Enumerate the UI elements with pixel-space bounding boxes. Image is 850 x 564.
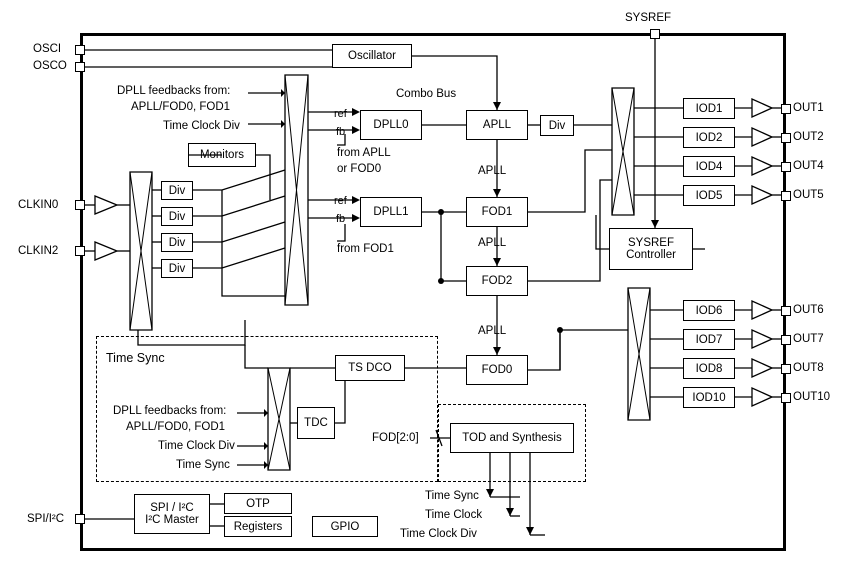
block-div-2: Div: [161, 207, 193, 226]
pin-label-sysref: SYSREF: [625, 12, 672, 24]
annot-dpll-feedbacks-bottom-1: DPLL feedbacks from:: [113, 405, 227, 417]
pin-label-out2: OUT2: [793, 131, 824, 143]
pin-label-out8: OUT8: [793, 362, 824, 374]
junction-dot-3: [557, 327, 563, 333]
block-iod2: IOD2: [683, 127, 735, 148]
block-div-4: Div: [161, 259, 193, 278]
annot-apll-arrow-1: APLL: [478, 165, 507, 177]
block-gpio: GPIO: [312, 516, 378, 537]
block-iod7: IOD7: [683, 329, 735, 350]
pin-label-out7: OUT7: [793, 333, 824, 345]
pin-label-clkin2: CLKIN2: [18, 245, 59, 257]
pin-out7: [781, 335, 791, 345]
annot-time-sync-input: Time Sync: [176, 459, 230, 471]
annot-time-clock-div-top: Time Clock Div: [163, 120, 240, 132]
spi-i2c-line1: SPI / I²C: [150, 502, 194, 514]
annot-ref-1: ref: [334, 195, 347, 207]
block-spi-i2c-master: [134, 494, 210, 534]
pin-spi-i2c: [75, 514, 85, 524]
pin-label-osci: OSCI: [33, 43, 62, 55]
annot-time-sync-out: Time Sync: [425, 490, 479, 502]
block-otp: OTP: [224, 493, 292, 514]
pin-clkin2: [75, 246, 85, 256]
sysref-controller-line2: Controller: [626, 249, 676, 261]
pin-sysref: [650, 29, 660, 39]
annot-time-clock-div-bottom: Time Clock Div: [158, 440, 235, 452]
annot-from-apll-2: or FOD0: [337, 163, 382, 175]
annot-fod-bus: FOD[2:0]: [372, 432, 419, 444]
block-sysref-controller: [609, 228, 693, 270]
annot-dpll-feedbacks-top-2: APLL/FOD0, FOD1: [131, 101, 231, 113]
annot-apll-arrow-2: APLL: [478, 237, 507, 249]
block-iod1: IOD1: [683, 98, 735, 119]
annot-time-clock-out: Time Clock: [425, 509, 483, 521]
block-dpll0: DPLL0: [360, 110, 422, 140]
pin-label-spi-i2c: SPI/I²C: [27, 513, 65, 525]
annot-dpll-feedbacks-bottom-2: APLL/FOD0, FOD1: [126, 421, 226, 433]
pin-label-osco: OSCO: [33, 60, 67, 72]
pin-label-clkin0: CLKIN0: [18, 199, 59, 211]
annot-time-clock-div-out: Time Clock Div: [400, 528, 477, 540]
block-iod5: IOD5: [683, 185, 735, 206]
annot-dpll-feedbacks-top-1: DPLL feedbacks from:: [117, 85, 231, 97]
pin-osco: [75, 62, 85, 72]
block-iod6: IOD6: [683, 300, 735, 321]
block-div: Div: [540, 115, 574, 136]
block-registers: Registers: [224, 516, 292, 537]
block-tdc: TDC: [297, 407, 335, 439]
annot-fb-1: fb: [336, 213, 346, 225]
annot-from-fod1: from FOD1: [337, 243, 394, 255]
pin-out10: [781, 393, 791, 403]
sysref-controller-line1: SYSREF: [627, 237, 674, 249]
junction-dot-2: [438, 278, 444, 284]
annot-combo-bus: Combo Bus: [396, 88, 457, 100]
block-div-3: Div: [161, 233, 193, 252]
pin-label-out10: OUT10: [793, 391, 831, 403]
pin-label-out4: OUT4: [793, 160, 824, 172]
pin-label-out1: OUT1: [793, 102, 824, 114]
block-ts-dco: TS DCO: [335, 355, 405, 381]
annot-time-sync-group: Time Sync: [106, 351, 165, 365]
block-fod2: FOD2: [466, 266, 528, 296]
pin-out5: [781, 191, 791, 201]
annot-from-apll-1: from APLL: [337, 147, 391, 159]
block-iod10: IOD10: [683, 387, 735, 408]
block-monitors: Monitors: [188, 143, 256, 167]
block-iod4: IOD4: [683, 156, 735, 177]
annot-apll-arrow-3: APLL: [478, 325, 507, 337]
pin-out8: [781, 364, 791, 374]
junction-dot-1: [438, 209, 444, 215]
annot-fb-0: fb: [336, 126, 346, 138]
block-iod8: IOD8: [683, 358, 735, 379]
pin-out2: [781, 133, 791, 143]
pin-out4: [781, 162, 791, 172]
block-div-1: Div: [161, 181, 193, 200]
block-oscillator: Oscillator: [332, 44, 412, 68]
pin-out6: [781, 306, 791, 316]
pin-label-out6: OUT6: [793, 304, 824, 316]
tod-region: [438, 404, 586, 482]
block-apll: APLL: [466, 110, 528, 140]
pin-osci: [75, 45, 85, 55]
block-dpll1: DPLL1: [360, 197, 422, 227]
pin-out1: [781, 104, 791, 114]
block-fod0: FOD0: [466, 355, 528, 385]
block-fod1: FOD1: [466, 197, 528, 227]
block-tod-and-synthesis: TOD and Synthesis: [450, 423, 574, 453]
spi-i2c-line2: I²C Master: [145, 514, 199, 526]
pin-label-out5: OUT5: [793, 189, 824, 201]
annot-ref-0: ref: [334, 108, 347, 120]
pin-clkin0: [75, 200, 85, 210]
